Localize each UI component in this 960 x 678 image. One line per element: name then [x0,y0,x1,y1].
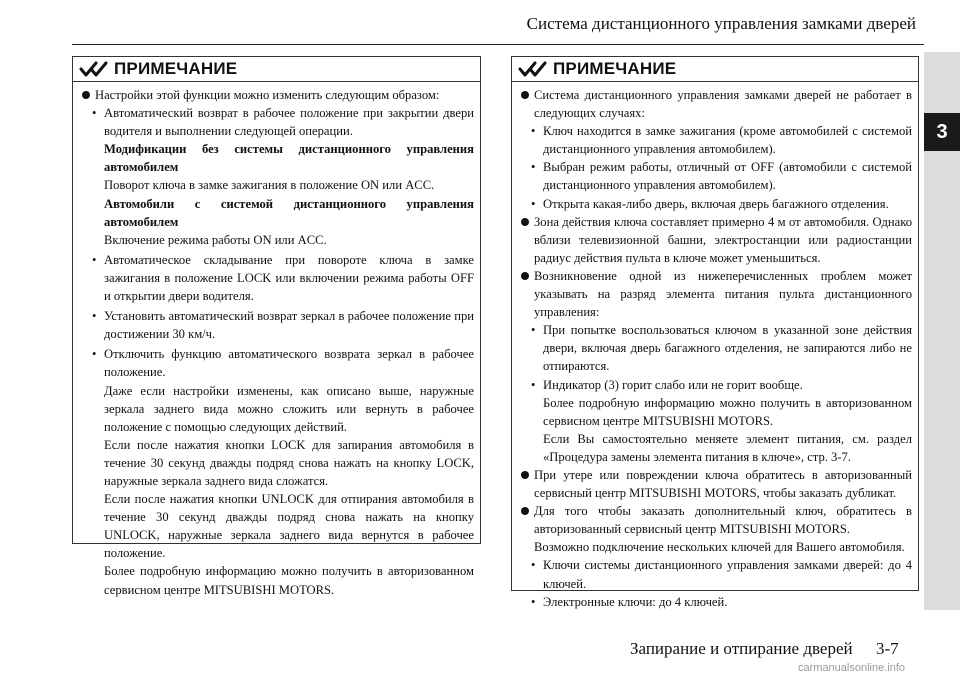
note-subitem: • Установить автоматический возврат зеркал в рабочее положение при достижении 30 км/ч. [81,307,474,343]
note-text: Если Вы самостоятельно меняете элемент питания, см. раздел «Процедура замены элемента питания в ключе», стр. 3-7. [543,431,912,464]
note-subitem: • Автоматическое складывание при повороте ключа в замке зажигания в положение LOCK или включении режима работы OFF и открытии двери водителя. [81,251,474,305]
note-subitem: • Автоматический возврат в рабочее положение при закрытии двери водителя и выполнении следующей операции. [81,104,474,140]
note-text: Поворот ключа в замке зажигания в положение ON или ACC. [104,178,435,193]
note-bold-label: Автомобили с системой дистанционного управления автомобилем [104,196,474,229]
footer-section-title: Запирание и отпирание дверей [630,639,853,658]
note-bullet: Для того чтобы заказать дополнительный ключ, обратитесь в авторизованный сервисный центр MITSUBISHI MOTORS. [520,502,912,538]
note-box-right [511,56,919,609]
note-heading-text: ПРИМЕЧАНИЕ [553,59,677,78]
note-body-right [512,82,918,611]
page-header-title: Система дистанционного управления замками дверей [526,14,916,33]
note-box-left [72,56,481,597]
note-text: Более подробную информацию можно получить в авторизованном сервисном центре MITSUBISHI MOTORS. [543,395,912,428]
note-subitem: • При попытке воспользоваться ключом в указанной зоне действия двери, включая дверь багажного отделения, не запираются либо не отпираются. [520,321,912,375]
note-text: Если после нажатия кнопки LOCK для запирания автомобиля в течение 30 секунд дважды подряд снова нажать на кнопку LOCK, наружные зеркала заднего вида сложатся. [104,437,474,488]
note-text: Включение режима работы ON или ACC. [104,232,327,247]
note-text: Более подробную информацию можно получить в авторизованном сервисном центре MITSUBISHI MOTORS. [104,564,474,597]
note-subitem: • Ключ находится в замке зажигания (кроме автомобилей с системой дистанционного управления автомобилем). [520,122,912,158]
header-rule [72,44,924,45]
note-body-left [73,82,480,599]
checkmark-icon [79,61,107,77]
note-heading-left [73,57,480,82]
checkmark-icon [518,61,546,77]
note-text: Даже если настройки изменены, как описано выше, наружные зеркала заднего вида можно сложить или вернуть в рабочее положение с помощью следующих действий. [104,383,474,434]
note-subitem: • Индикатор (3) горит слабо или не горит вообще. [520,376,912,394]
note-bullet: Возникновение одной из нижеперечисленных проблем может указывать на разряд элемента питания пульта дистанционного управления: [520,267,912,321]
note-bold-label: Модификации без системы дистанционного управления автомобилем [104,142,474,175]
note-subitem: • Выбран режим работы, отличный от OFF (автомобили с системой дистанционного управления автомобилем). [520,158,912,194]
note-text: Если после нажатия кнопки UNLOCK для отпирания автомобиля в течение 30 секунд дважды подряд снова нажать на кнопку UNLOCK, наружные зеркала заднего вида вернутся в рабочее положение. [104,492,474,561]
note-subitem: • Ключи системы дистанционного управления замками дверей: до 4 ключей. [520,556,912,592]
note-bullet: Зона действия ключа составляет примерно 4 м от автомобиля. Однако вблизи телевизионной башни, электростанции или радиостанции радиус действия пульта в ключе может уменьшиться. [520,213,912,267]
note-heading-right [512,57,918,82]
note-bullet: Система дистанционного управления замками дверей не работает в следующих случаях: [520,86,912,122]
note-subitem: • Отключить функцию автоматического возврата зеркал в рабочее положение. [81,345,474,381]
note-subitem: • Открыта какая-либо дверь, включая дверь багажного отделения. [520,195,912,213]
note-heading-text: ПРИМЕЧАНИЕ [114,59,238,78]
watermark: carmanualsonline.info [798,662,906,674]
footer-page-number: 3-7 [876,639,899,658]
note-bullet: Настройки этой функции можно изменить следующим образом: [81,86,474,104]
chapter-number-tab[interactable]: 3 [924,113,960,151]
note-bullet: При утере или повреждении ключа обратитесь в авторизованный сервисный центр MITSUBISHI MOTORS, чтобы заказать дубликат. [520,466,912,502]
note-subitem: • Электронные ключи: до 4 ключей. [520,593,912,611]
note-text: Возможно подключение нескольких ключей для Вашего автомобиля. [534,540,905,555]
